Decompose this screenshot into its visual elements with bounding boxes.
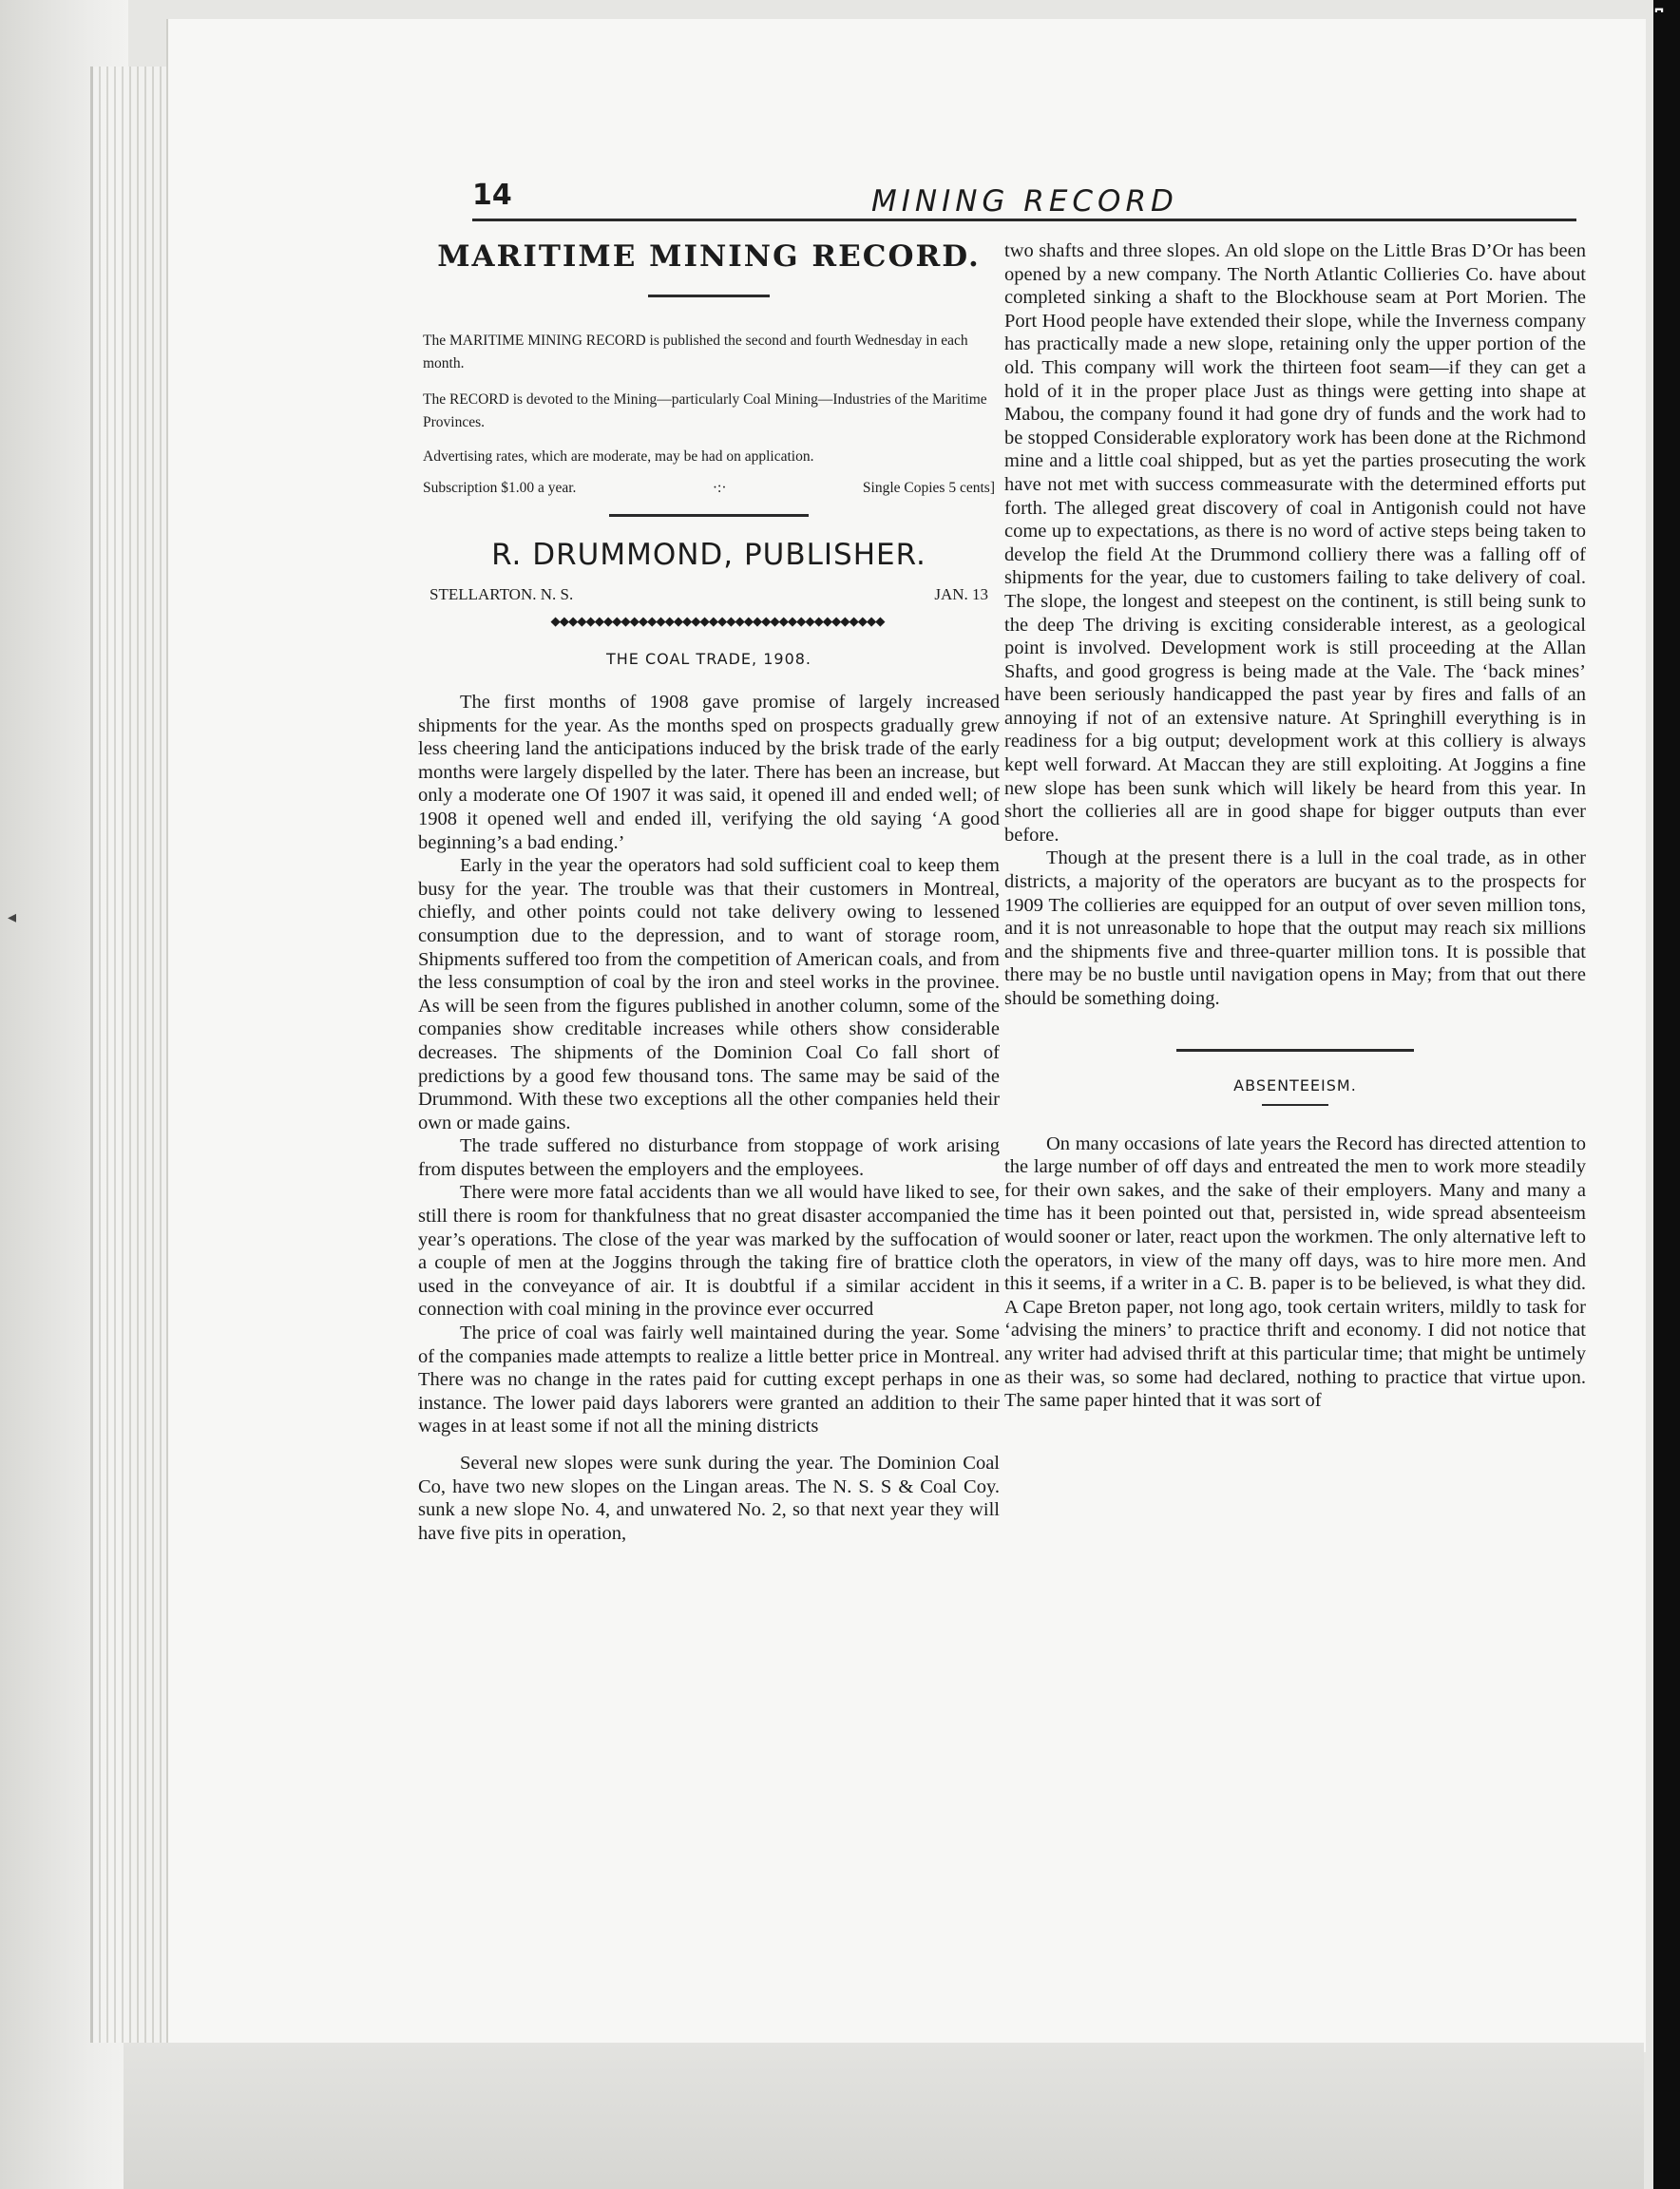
section-title: ABSENTEEISM. [1233, 1075, 1357, 1094]
section-rule [1176, 1049, 1414, 1052]
single-copy-price: Single Copies 5 cents] [862, 480, 995, 496]
scan-border [1653, 0, 1680, 2189]
scope-notice: The RECORD is devoted to the Mining—particularly Coal Mining—Industries of the Maritime Provinces. [423, 391, 987, 430]
right-column [1004, 239, 1586, 1413]
publisher-rule [609, 514, 809, 517]
paragraph: The price of coal was fairly well maintained during the year. Some of the companies made attempts to realize a little better price in Montreal. There was no change in the rates paid for cutting except perhaps in one instance. The lower paid days laborers were granted an addition to their wages in at least some if not all the mining districts [418, 1323, 1000, 1437]
paragraph: Though at the present there is a lull in the coal trade, as in other districts, a majority of the operators are bucyant as to the prospects for 1909 The collieries are equipped for an output of over seven million tons, and it is not unreasonable to hope that the output may reach six millions and the shipments five and three-quarter million tons. It is possible that there may be no bustle until navigation opens in May; from that out there should be something doing. [1004, 847, 1586, 1009]
masthead-title: MARITIME MINING RECORD. [437, 239, 981, 274]
edge-mark: ◂ [8, 907, 17, 927]
page-bottom-margin [124, 2043, 1644, 2189]
page-header [472, 179, 1576, 224]
paragraph: two shafts and three slopes. An old slope on the Little Bras D’Or has been opened by a new company. The North Atlantic Collieries Co. have about completed sinking a shaft to the Blockhouse seam at Port Morien. The Port Hood people have extended their slope, while the Inverness company has practically made a new slope, retaining only the upper portion of the old. This company will work the thirteen foot seam—if they can get a hold of it in the proper place Just as things were getting into shape at Mabou, the company found it had gone dry of funds and the work had to be stopped Considerable exploratory work has been done at the Richmond mine and a little coal shipped, but as yet the parties prosecuting the work have not met with success commeasurate with the determined efforts put forth. The alleged great discovery of coal in Antigonish could not have come up to expectations, as there is no word of active steps being taken to develop the field At the Drummond colliery there was a falling off of shipments for the year, due to customers failing to take delivery of coal. The slope, the longest and steepest on the continent, is still being sunk to the deep The driving is exciting considerable interest, as a geological point is involved. Development work is still proceeding at the Allan Shafts, and good grogress is being made at the Vale. The ‘back mines’ have been seriously handicapped the past year by fires and falls of an annoying if not of an extensive nature. At Springhill everything is in readiness for a big output; development work at this colliery is always kept well forward. At Maccan they are still exploiting. At Joggins a fine new slope has been sunk which will likely be heard from this year. In short the collieries all are in good shape for bigger outputs than ever before. [1004, 240, 1586, 846]
publication-notice: The MARITIME MINING RECORD is published the second and fourth Wednesday in each month. [423, 333, 968, 371]
article-title: THE COAL TRADE, 1908. [605, 650, 812, 668]
running-head: MINING RECORD [871, 184, 1178, 219]
paragraph: Several new slopes were sunk during the year. The Dominion Coal Co, have two new slopes on the Lingan areas. The N. S. S & Coal Coy. sunk a new slope No. 4, and unwatered No. 2, so that next year they will have five pits in operation, [418, 1453, 1000, 1544]
separator-mark: ·:· [712, 480, 727, 496]
ornamental-border: ◆◆◆◆◆◆◆◆◆◆◆◆◆◆◆◆◆◆◆◆◆◆◆◆◆◆◆◆◆◆◆◆◆◆◆◆◆◆ [550, 612, 885, 631]
subscription-price: Subscription $1.00 a year. [423, 480, 577, 496]
article-continuation [1004, 239, 1586, 1011]
advertising-notice: Advertising rates, which are moderate, may be had on application. [423, 448, 814, 465]
article-body [418, 691, 1000, 1545]
header-rule [472, 219, 1576, 221]
paragraph: The first months of 1908 gave promise of largely increased shipments for the year. As the months sped on prospects gradually grew less cheering land the anticipations induced by the brisk trade of the early months were largely dispelled by the later. There has been an increase, but only a moderate one Of 1907 it was said, it opened ill and ended well; of 1908 it opened well and ended ill, verifying the old saying ‘A good beginning’s a bad ending.’ [418, 692, 1000, 853]
dateline [418, 585, 1000, 604]
paragraph: Early in the year the operators had sold sufficient coal to keep them busy for the year. The trouble was that their customers in Montreal, chiefly, and other points could not take delivery owing to lessened consumption due to the depression, and to want of storage room, Shipments suffered too from the competition of American coals, and from the less consumption of coal by the iron and steel works in the provinee. As will be seen from the figures published in another column, some of the companies show creditable increases while others show considerable decreases. The shipments of the Dominion Coal Co fall short of predictions by a good few thousand tons. The same may be said of the Drummond. With these two exceptions all the other companies held their own or made gains. [418, 855, 1000, 1133]
place: STELLARTON. N. S. [430, 585, 574, 603]
issue-date: JAN. 13 [934, 585, 988, 603]
publisher-line: R. DRUMMOND, PUBLISHER. [491, 538, 926, 572]
corner-mark: ⎴ [1655, 8, 1663, 30]
masthead-rule [648, 295, 770, 297]
page-number: 14 [472, 179, 512, 212]
paragraph: There were more fatal accidents than we all would have liked to see, still there is room for thankfulness that no great disaster accompanied the year’s operations. The close of the year was marked by the suffocation of a couple of men at the Joggins through the taking fire of brattice cloth used in the conveyance of air. It is doubtful if a similar accident in connection with coal mining in the province ever occurred [418, 1182, 1000, 1321]
absenteeism-body [1004, 1133, 1586, 1413]
paragraph: The trade suffered no disturbance from stoppage of work arising from disputes between the employers and the employees. [418, 1135, 1000, 1180]
paragraph: On many occasions of late years the Record has directed attention to the large number of off days and entreated the men to work more steadily for their own sakes, and the sake of their employers. Many and many a time has it been pointed out that, persisted in, wide spread absenteeism would sooner or later, react upon the workmen. The only alternative left to the operators, in view of the many off days, was to hire more men. And this it seems, if a writer in a C. B. paper is to be believed, is what they did. A Cape Breton paper, not long ago, took certain writers, mildly to task for ‘advising the miners’ to practice thrift and economy. I did not notice that any writer had advised thrift at this particular time; that might be untimely as their was, so some had declared, nothing to practice that virtue upon. The same paper hinted that it was sort of [1004, 1133, 1586, 1412]
title-underline [1262, 1104, 1328, 1106]
subscription-line [418, 480, 1000, 497]
left-column [418, 239, 1000, 1545]
